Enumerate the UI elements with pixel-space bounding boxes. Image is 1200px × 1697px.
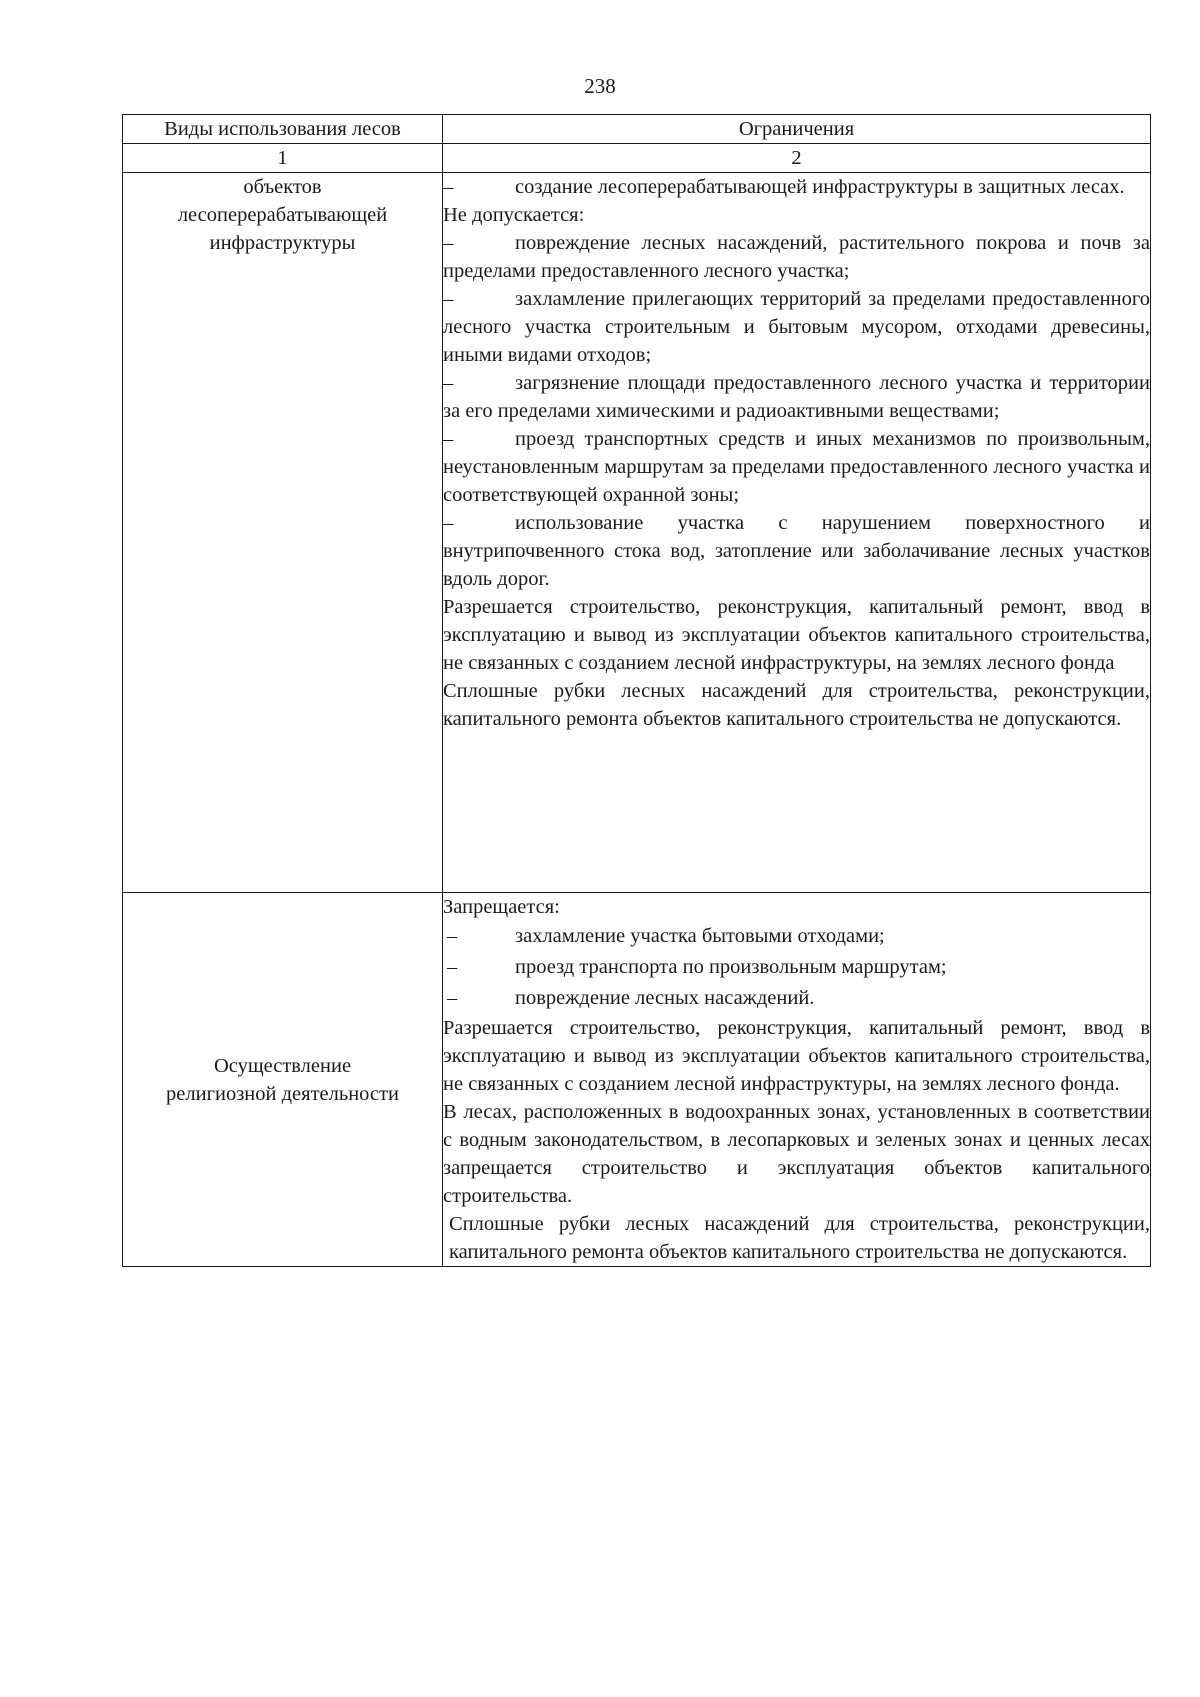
page-number: 238 bbox=[584, 74, 616, 98]
column-number-2: 2 bbox=[443, 144, 1151, 173]
list-item: – проезд транспортных средств и иных механизмов по произвольным, неустановленным маршрутам за пределами предоставленного лесного участка и соответствующей охранной зоны; bbox=[443, 425, 1150, 509]
dash-mark: – bbox=[443, 176, 454, 198]
table-number-row bbox=[123, 144, 1151, 173]
dash-mark: – bbox=[443, 428, 454, 450]
list-item: – захламление участка бытовыми отходами; bbox=[443, 921, 1150, 952]
row1-clearcut-text: Сплошные рубки лесных насаждений для строительства, реконструкции, капитального ремонта объектов капитального строительства не допускаются. bbox=[443, 680, 1150, 730]
row2-allowed-text: Разрешается строительство, реконструкция, капитальный ремонт, ввод в эксплуатацию и вывод из эксплуатации объектов капитального строительства, не связанных с созданием лесной инфраструктуры, на землях лесного фонда. bbox=[443, 1017, 1150, 1095]
list-item: – захламление прилегающих территорий за пределами предоставленного лесного участка строительным и бытовым мусором, отходами древесины, иными видами отходов; bbox=[443, 285, 1150, 369]
dash-mark: – bbox=[443, 512, 454, 534]
restrictions-table bbox=[122, 114, 1151, 1267]
row2-use-type bbox=[123, 893, 443, 1267]
not-allowed-label: Не допускается: bbox=[443, 204, 585, 226]
forbidden-label: Запрещается: bbox=[443, 896, 560, 918]
list-item: – повреждение лесных насаждений. bbox=[443, 983, 1150, 1014]
dash-mark: – bbox=[447, 987, 458, 1009]
row2-clearcut-text: Сплошные рубки лесных насаждений для строительства, реконструкции, капитального ремонта объектов капитального строительства не допускаются. bbox=[449, 1213, 1150, 1263]
row1-left-line: инфраструктуры bbox=[209, 232, 356, 254]
dash-mark: – bbox=[443, 232, 454, 254]
list-item: – использование участка с нарушением поверхностного и внутрипочвенного стока вод, затопление или заболачивание лесных участков вдоль дорог. bbox=[443, 509, 1150, 593]
list-item: – загрязнение площади предоставленного лесного участка и территории за его пределами химическими и радиоактивными веществами; bbox=[443, 369, 1150, 425]
column-number-1: 1 bbox=[123, 144, 443, 173]
dash-mark: – bbox=[443, 288, 454, 310]
row2-left-line: Осуществление bbox=[213, 1054, 352, 1077]
row1-left-line: объектов bbox=[243, 176, 322, 198]
row2-left-line: религиозной деятельности bbox=[166, 1082, 399, 1105]
row2-water-zones-text: В лесах, расположенных в водоохранных зонах, установленных в соответствии с водным законодательством, в лесопарковых и зеленых зонах и ценных лесах запрещается строительство и эксплуатация объектов капитального строительства. bbox=[443, 1101, 1150, 1207]
row1-restrictions bbox=[443, 173, 1151, 893]
header-forest-use-types: Виды использования лесов bbox=[123, 115, 443, 144]
dash-mark: – bbox=[443, 372, 454, 394]
table-header-row bbox=[123, 115, 1151, 144]
header-restrictions: Ограничения bbox=[443, 115, 1151, 144]
dash-mark: – bbox=[447, 956, 458, 978]
row1-use-type bbox=[123, 173, 443, 893]
table-row bbox=[123, 173, 1151, 893]
row1-allowed-text: Разрешается строительство, реконструкция, капитальный ремонт, ввод в эксплуатацию и вывод из эксплуатации объектов капитального строительства, не связанных с созданием лесной инфраструктуры, на землях лесного фонда bbox=[443, 596, 1150, 674]
row1-create-item: – создание лесоперерабатывающей инфраструктуры в защитных лесах. bbox=[443, 173, 1150, 201]
dash-mark: – bbox=[447, 925, 458, 947]
row1-left-line: лесоперерабатывающей bbox=[177, 204, 388, 226]
list-item: – проезд транспорта по произвольным маршрутам; bbox=[443, 952, 1150, 983]
list-item: – повреждение лесных насаждений, растительного покрова и почв за пределами предоставленного лесного участка; bbox=[443, 229, 1150, 285]
table-row bbox=[123, 893, 1151, 1267]
forbidden-list bbox=[443, 921, 1150, 1014]
row2-restrictions bbox=[443, 893, 1151, 1267]
